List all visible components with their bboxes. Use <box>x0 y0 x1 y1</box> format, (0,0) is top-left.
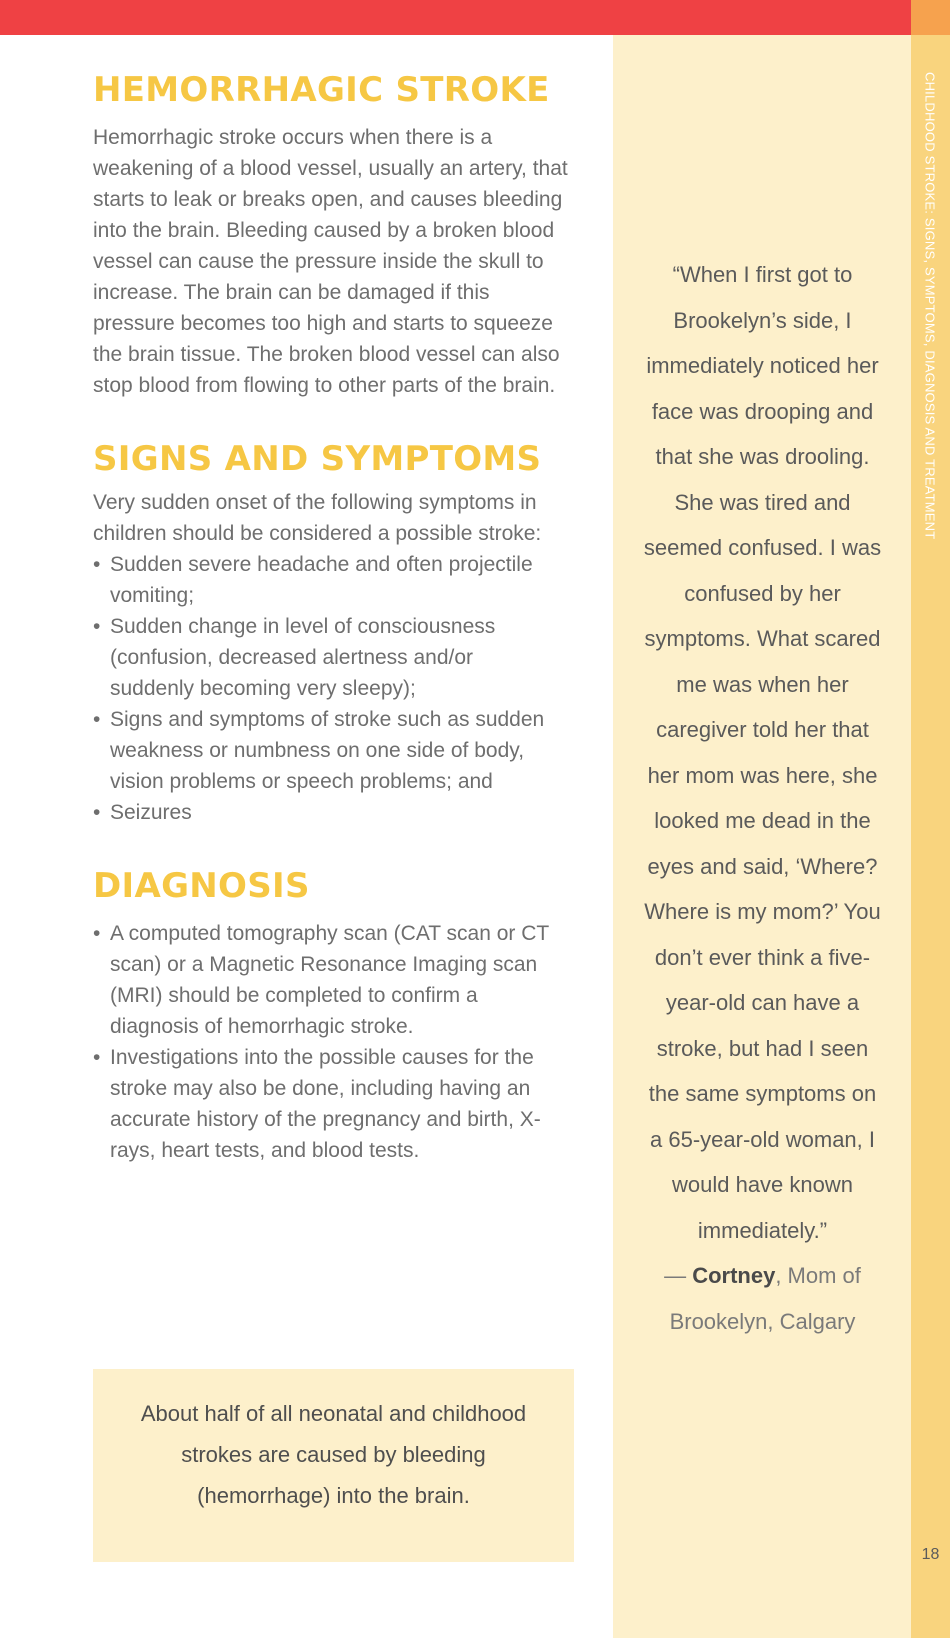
list-item-text: Seizures <box>110 801 192 824</box>
list-item-text: Sudden change in level of consciousness (confusion, decreased alertness and/or suddenly becoming very sleepy); <box>110 615 496 700</box>
list-item-text: Sudden severe headache and often projectile vomiting; <box>110 553 533 607</box>
main-column <box>93 66 583 1166</box>
signs-intro-paragraph: Very sudden onset of the following symptoms in children should be considered a possible stroke: <box>93 491 542 545</box>
statistic-callout <box>93 1369 574 1562</box>
quote-text: “When I first got to Brookelyn’s side, I immediately noticed her face was drooping and that she was drooling. She was tired and seemed confused. I was confused by her symptoms. What scared me was when her caregiver told her that her mom was here, she looked me dead in the eyes and said, ‘Where? Where is my mom?’ You don’t ever think a five-year-old can have a stroke, but had I seen the same symptoms on a 65-year-old woman, I would have known immediately.” <box>643 262 882 1243</box>
diagnosis-list <box>93 918 583 1166</box>
top-color-bar <box>0 0 911 35</box>
bullet-dot: • <box>93 801 101 824</box>
list-item <box>93 611 550 704</box>
list-item-text: Investigations into the possible causes for the stroke may also be done, including having an accurate history of the pregnancy and birth, X-rays, heart tests, and blood tests. <box>110 1046 541 1162</box>
signs-list <box>93 549 583 828</box>
running-head: CHILDHOOD STROKE: SIGNS, SYMPTOMS, DIAGNOSIS AND TREATMENT <box>922 72 938 540</box>
section-heading-signs-and-symptoms: SIGNS AND SYMPTOMS <box>93 439 542 479</box>
hemorrhagic-paragraph: Hemorrhagic stroke occurs when there is a weakening of a blood vessel, usually an artery, that starts to leak or breaks open, and causes bleeding into the brain. Bleeding caused by a broken blood vessel can cause the pressure inside the skull to increase. The brain can be damaged if this pressure becomes too high and starts to squeeze the brain tissue. The broken blood vessel can also stop blood from flowing to other parts of the brain. <box>93 126 568 397</box>
bullet-dot: • <box>93 708 101 731</box>
list-item <box>93 918 570 1042</box>
signs-section <box>93 435 583 828</box>
quote-attribution <box>640 1253 885 1344</box>
callout-text: About half of all neonatal and childhood strokes are caused by bleeding (hemorrhage) into the brain. <box>140 1401 527 1508</box>
hemorrhagic-section <box>93 66 583 401</box>
attribution-name: Cortney <box>692 1263 776 1288</box>
page-number: 18 <box>921 1546 940 1563</box>
top-accent-block <box>911 0 950 35</box>
diagnosis-section <box>93 862 583 1166</box>
attribution-role: , Mom of Brookelyn, Calgary <box>669 1263 861 1334</box>
list-item <box>93 797 550 828</box>
list-item-text: A computed tomography scan (CAT scan or CT scan) or a Magnetic Resonance Imaging scan (MRI) should be completed to confirm a diagnosis of hemorrhagic stroke. <box>110 922 549 1038</box>
list-item <box>93 549 550 611</box>
testimonial-quote <box>640 252 885 1344</box>
section-heading-diagnosis: DIAGNOSIS <box>93 866 310 906</box>
section-heading-hemorrhagic-stroke: HEMORRHAGIC STROKE <box>93 70 550 110</box>
bullet-dot: • <box>93 553 101 576</box>
bullet-dot: • <box>93 922 101 945</box>
bullet-dot: • <box>93 1046 101 1069</box>
attribution-dash: — <box>664 1263 693 1288</box>
bullet-dot: • <box>93 615 101 638</box>
list-item-text: Signs and symptoms of stroke such as sudden weakness or numbness on one side of body, vision problems or speech problems; and <box>110 708 545 793</box>
list-item <box>93 704 550 797</box>
list-item <box>93 1042 570 1166</box>
